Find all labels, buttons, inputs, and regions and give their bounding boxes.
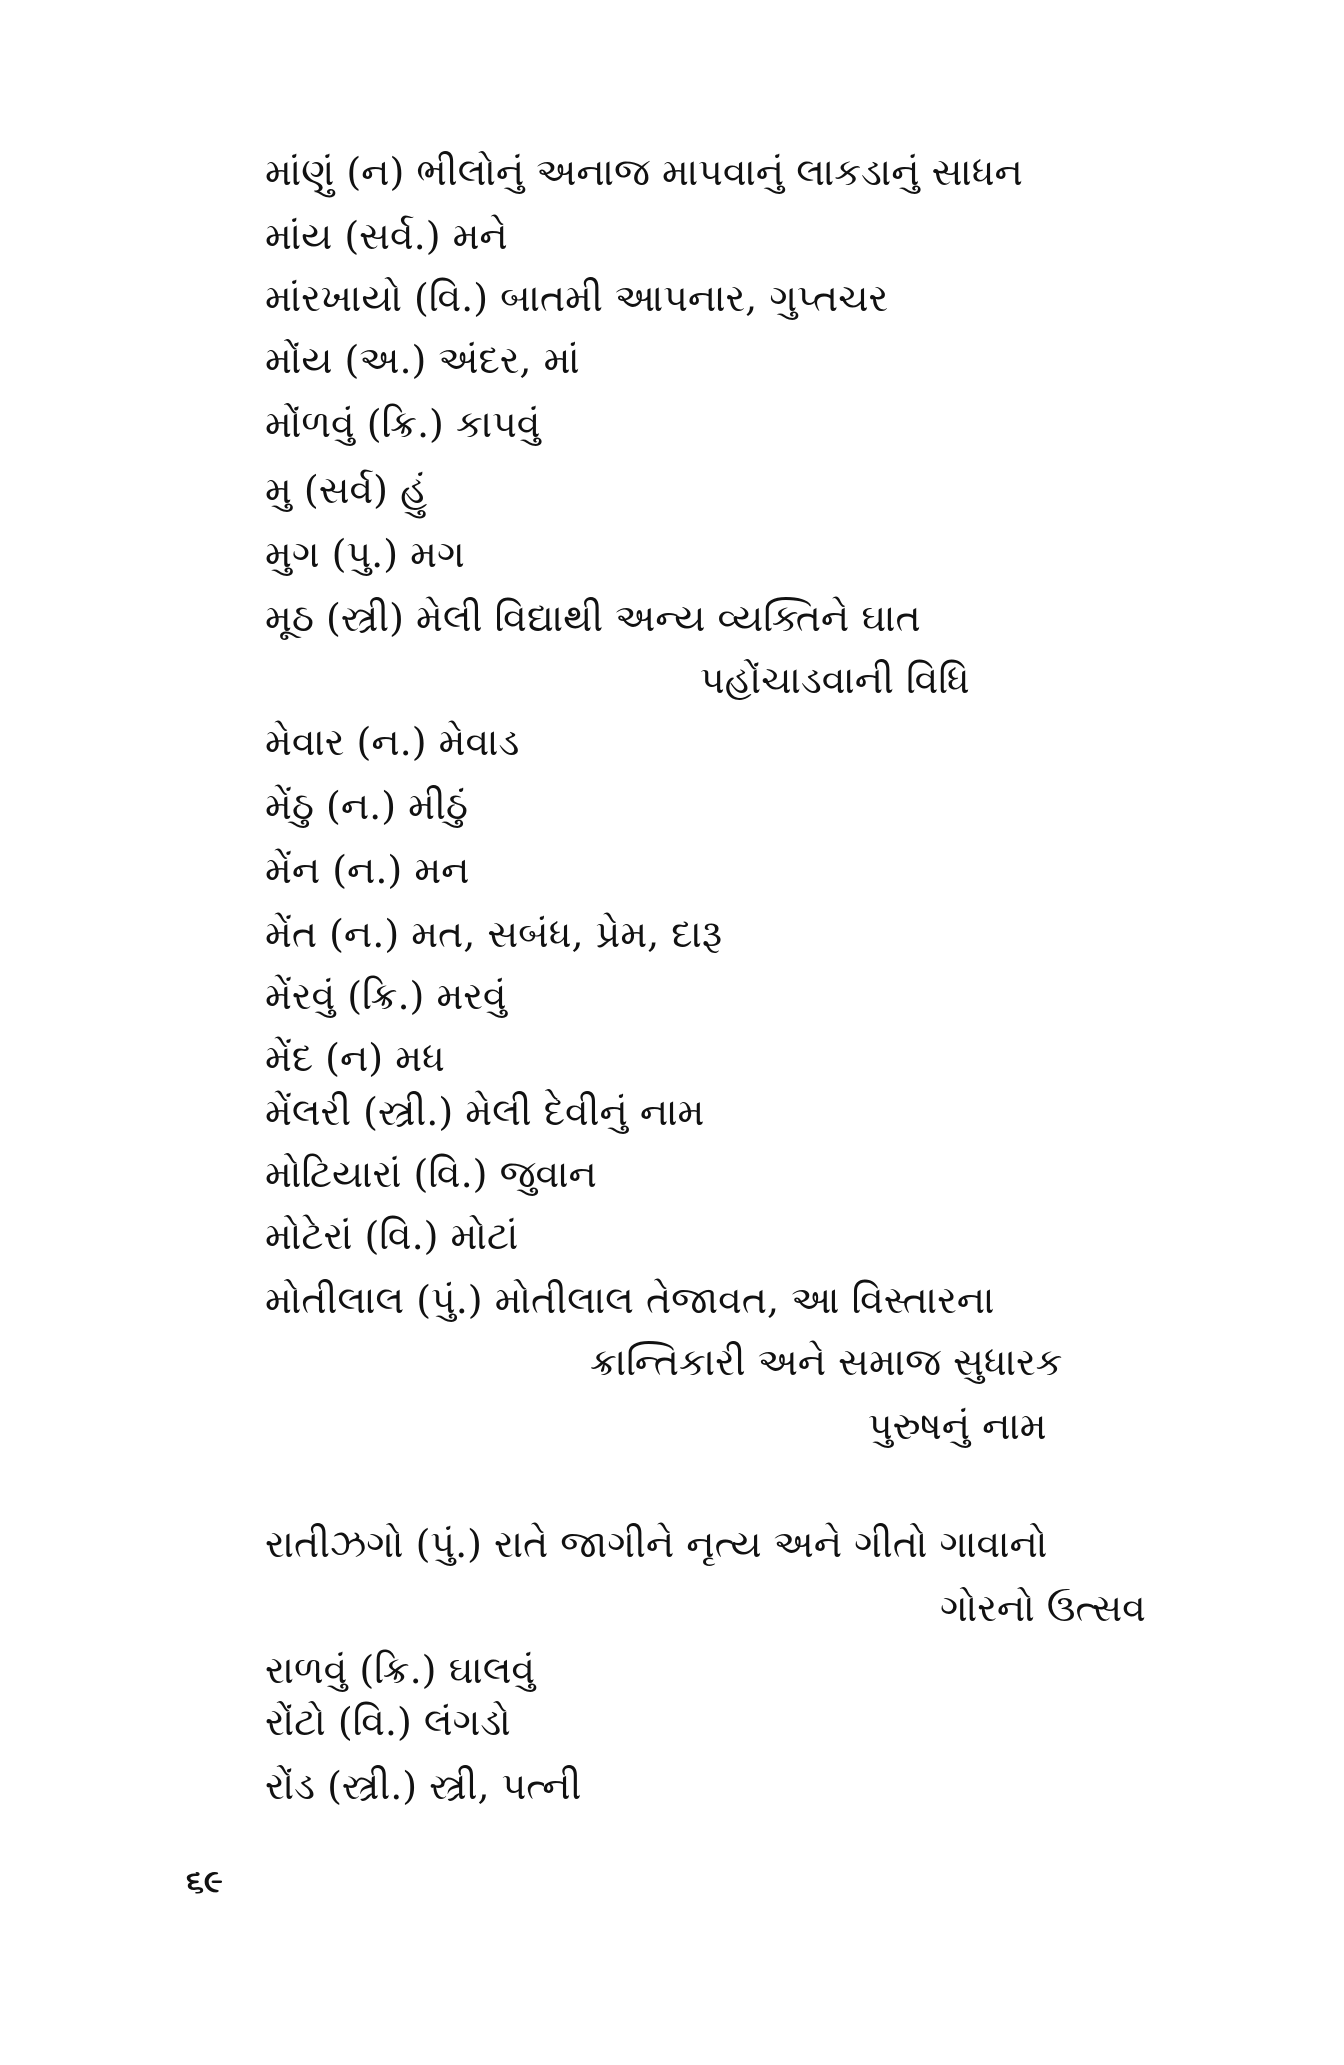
- entry-line: મોટિયારાં (વિ.) જુવાન: [265, 1152, 597, 1196]
- page-number: ૬૯: [186, 1862, 223, 1900]
- entry-line: મેંન (ન.) મન: [265, 848, 470, 892]
- entry-line: રાળવું (ક્રિ.) ઘાલવું: [265, 1648, 536, 1692]
- entry-line: મેંલરી (સ્ત્રી.) મેલી દેવીનું નામ: [265, 1090, 705, 1134]
- entry-line: માંણું (ન) ભીલોનું અનાજ માપવાનું લાકડાનું સાધન: [265, 150, 1023, 194]
- entry-line: રોંડ (સ્ત્રી.) સ્ત્રી, પત્ની: [265, 1764, 582, 1808]
- entry-line: રાતીઝગો (પું.) રાતે જાગીને નૃત્ય અને ગીતો ગાવાનો: [265, 1522, 1048, 1566]
- entry-line: મેંઠુ (ન.) મીઠું: [265, 784, 468, 828]
- entry-continuation: પહોંચાડવાની વિધિ: [700, 658, 970, 702]
- entry-continuation: ક્રાન્તિકારી અને સમાજ સુધારક: [590, 1340, 1063, 1384]
- entry-line: મુ (સર્વ) હું: [265, 468, 428, 512]
- entry-line: મૂઠ (સ્ત્રી) મેલી વિદ્યાથી અન્ય વ્યક્તિને ઘાત: [265, 596, 921, 640]
- entry-line: માંય (સર્વ.) મને: [265, 214, 508, 258]
- entry-line: મોતીલાલ (પું.) મોતીલાલ તેજાવત, આ વિસ્તારના: [265, 1278, 995, 1322]
- entry-line: મેંરવું (ક્રિ.) મરવું: [265, 974, 507, 1018]
- entry-line: મોટેરાં (વિ.) મોટાં: [265, 1214, 519, 1258]
- entry-continuation: ગોરનો ઉત્સવ: [940, 1586, 1146, 1630]
- entry-line: મોંળવું (ક્રિ.) કાપવું: [265, 402, 541, 446]
- entry-line: રોંટો (વિ.) લંગડો: [265, 1700, 511, 1744]
- entry-continuation: પુરુષનું નામ: [868, 1404, 1047, 1448]
- entry-line: માંરખાયો (વિ.) બાતમી આપનાર, ગુપ્તચર: [265, 276, 889, 320]
- entry-line: મેંદ (ન) મધ: [265, 1036, 445, 1080]
- entry-line: મુગ (પુ.) મગ: [265, 532, 465, 576]
- entry-line: મેંત (ન.) મત, સબંધ, પ્રેમ, દારૂ: [265, 912, 723, 956]
- entry-line: મોંય (અ.) અંદર, માં: [265, 338, 580, 382]
- entry-line: મેવાર (ન.) મેવાડ: [265, 720, 520, 764]
